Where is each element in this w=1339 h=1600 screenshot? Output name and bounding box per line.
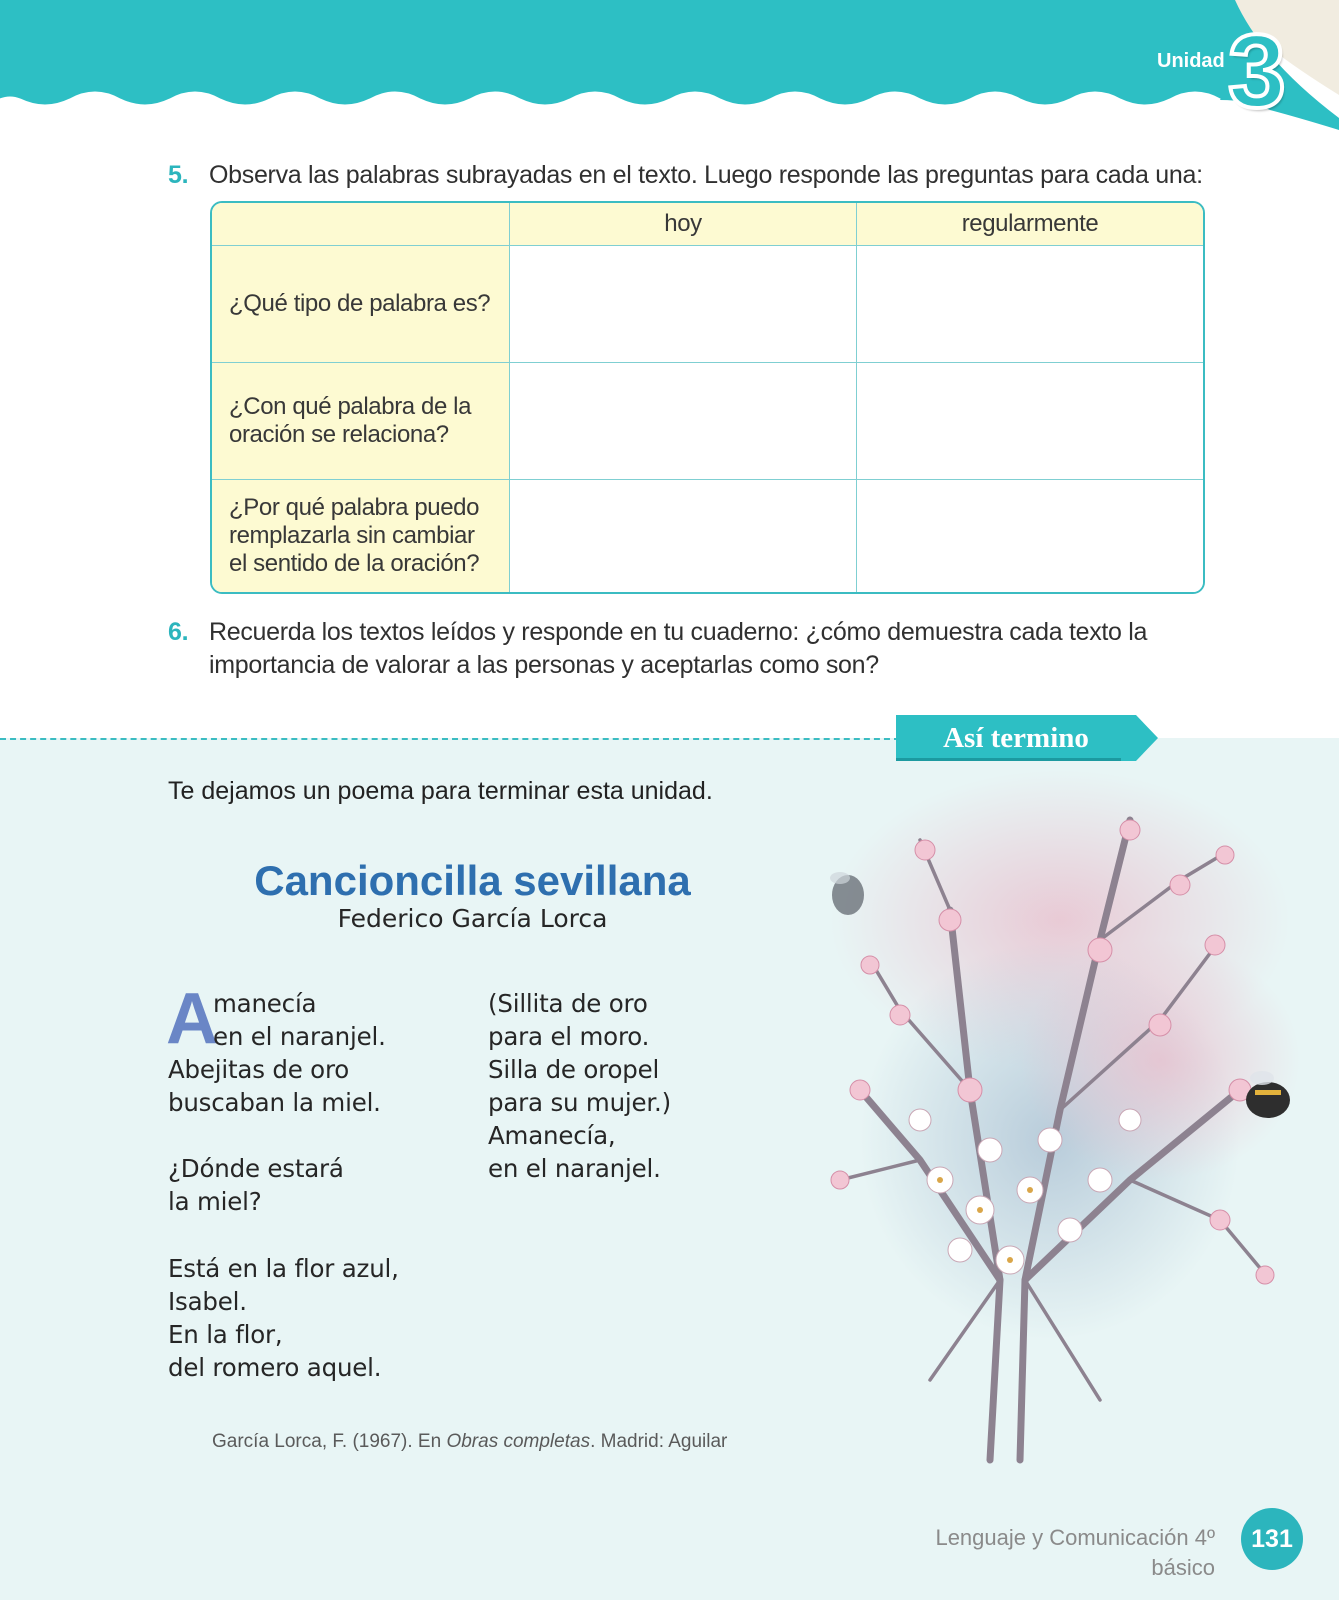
answer-cell[interactable] bbox=[510, 363, 857, 480]
flowering-branch-illustration bbox=[800, 760, 1300, 1520]
poem-line: en el naranjel. bbox=[213, 1022, 386, 1051]
question-6 bbox=[168, 616, 1178, 682]
question-5 bbox=[168, 159, 1228, 192]
poem-stanza bbox=[488, 987, 671, 1185]
poem-line: manecía bbox=[213, 989, 317, 1018]
answer-cell[interactable] bbox=[857, 246, 1203, 363]
table-header-hoy: hoy bbox=[510, 203, 857, 246]
page-number-badge: 131 bbox=[1241, 1508, 1303, 1570]
poem-line: la miel? bbox=[168, 1187, 262, 1216]
poem-stanza bbox=[168, 987, 386, 1119]
table-row-header: ¿Con qué palabra de la oración se relaciona? bbox=[212, 363, 510, 480]
poem-line: En la flor, bbox=[168, 1320, 283, 1349]
table-row-header: ¿Qué tipo de palabra es? bbox=[212, 246, 510, 363]
answer-cell[interactable] bbox=[857, 480, 1203, 592]
closing-intro: Te dejamos un poema para terminar esta unidad. bbox=[168, 777, 713, 805]
poem-title: Cancioncilla sevillana bbox=[254, 857, 691, 904]
table-header-regularmente: regularmente bbox=[857, 203, 1203, 246]
poem-line: para su mujer.) bbox=[488, 1088, 671, 1117]
question-number: 5. bbox=[168, 161, 189, 189]
citation-text: . Madrid: Aguilar bbox=[590, 1431, 728, 1452]
poem-line: ¿Dónde estará bbox=[168, 1154, 344, 1183]
citation-book-title: Obras completas bbox=[446, 1431, 591, 1452]
poem-line: (Sillita de oro bbox=[488, 989, 648, 1018]
section-divider bbox=[0, 738, 900, 740]
question-number: 6. bbox=[168, 618, 189, 646]
section-title: Así termino bbox=[943, 722, 1089, 754]
poem-author: Federico García Lorca bbox=[337, 904, 608, 933]
poem-line: en el naranjel. bbox=[488, 1154, 661, 1183]
book-title-footer: Lenguaje y Comunicación 4º básico bbox=[935, 1525, 1215, 1580]
citation-text: García Lorca, F. (1967). En bbox=[212, 1431, 447, 1452]
answer-cell[interactable] bbox=[857, 363, 1203, 480]
poem-line: Amanecía, bbox=[488, 1121, 616, 1150]
poem-stanza bbox=[168, 1252, 399, 1384]
unit-label: Unidad bbox=[1157, 50, 1225, 72]
answer-cell[interactable] bbox=[510, 246, 857, 363]
poem-line: Está en la flor azul, bbox=[168, 1254, 399, 1283]
unit-number: 3 bbox=[1228, 14, 1286, 130]
poem-line: Silla de oropel bbox=[488, 1055, 660, 1084]
poem-stanza bbox=[168, 1152, 344, 1218]
poem-line: para el moro. bbox=[488, 1022, 650, 1051]
poem-line: Abejitas de oro bbox=[168, 1055, 350, 1084]
poem-line: buscaban la miel. bbox=[168, 1088, 381, 1117]
poem-line: del romero aquel. bbox=[168, 1353, 382, 1382]
poem-line: Isabel. bbox=[168, 1287, 247, 1316]
poem-citation bbox=[212, 1430, 727, 1454]
question-text: Recuerda los textos leídos y responde en tu cuaderno: ¿cómo demuestra cada texto la importancia de valorar a las personas y aceptarlas como son? bbox=[209, 618, 1148, 679]
question-text: Observa las palabras subrayadas en el texto. Luego responde las preguntas para cada una: bbox=[209, 161, 1203, 189]
answer-cell[interactable] bbox=[510, 480, 857, 592]
answer-table bbox=[210, 201, 1205, 594]
table-corner-cell bbox=[212, 203, 510, 246]
header-wave-band bbox=[0, 0, 1339, 130]
drop-cap: A bbox=[166, 979, 218, 1059]
table-row-header: ¿Por qué palabra puedo remplazarla sin cambiar el sentido de la oración? bbox=[212, 480, 510, 592]
